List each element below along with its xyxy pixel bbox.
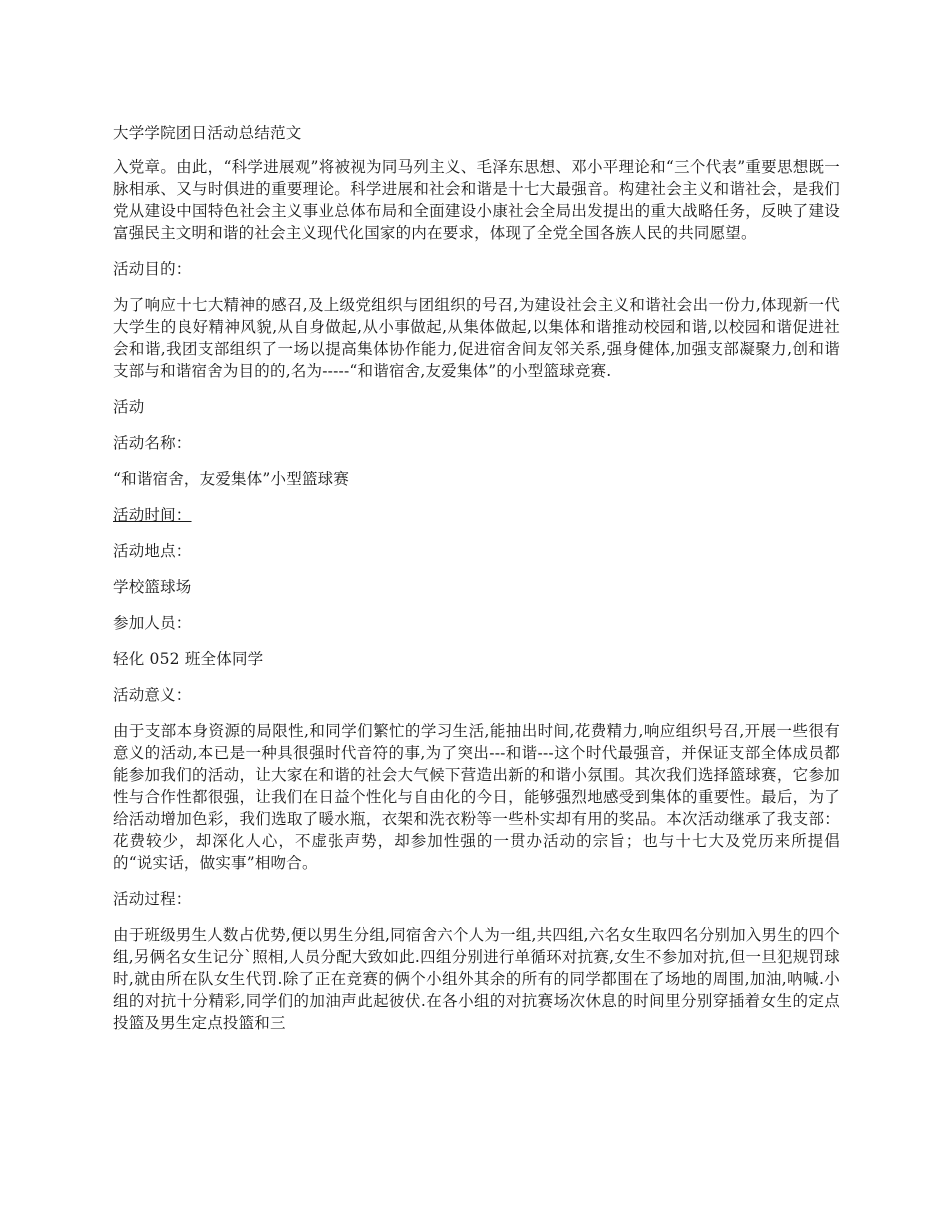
activity-time-label-text: 活动时间： [113, 506, 192, 524]
document-title: 大学学院团日活动总结范文 [113, 124, 302, 142]
meaning-label: 活动意义： [113, 686, 192, 704]
activity-location-label: 活动地点： [113, 542, 192, 560]
process-paragraph: 由于班级男生人数占优势,便以男生分组,同宿舍六个人为一组,共四组,六名女生取四名分别加入男生的四个组,另俩名女生记分`照相,人员分配大致如此.四组分别进行单循环对抗赛,女生不参加对抗,但一旦犯规罚球时,就由所在队女生代罚.除了正在竞赛的俩个小组外其余的所有的同学都围在了场地的周围,加油,呐喊.小组的对抗十分精彩,同学们的加油声此起彼伏.在各小组的对抗赛场次休息的时间里分别穿插着女生的定点投篮及男生定点投篮和三 [113, 926, 841, 1032]
meaning-paragraph: 由于支部本身资源的局限性,和同学们繁忙的学习生活,能抽出时间,花费精力,响应组织号召,开展一些很有意义的活动,本已是一种具很强时代音符的事,为了突出---和谐---这个时代最强音，并保证支部全体成员都能参加我们的活动，让大家在和谐的社会大气候下营造出新的和谐小氛围。其次我们选择篮球赛，它参加性与合作性都很强，让我们在日益个性化与自由化的今日，能够强烈地感受到集体的重要性。最后，为了给活动增加色彩，我们选取了暖水瓶，衣架和洗衣粉等一些朴实却有用的奖品。本次活动继承了我支部：花费较少，却深化人心，不虚张声势，却参加性强的一贯办活动的宗旨；也与十七大及党历来所提倡的“说实话，做实事”相吻合。 [113, 722, 840, 872]
intro-paragraph: 入党章。由此，“科学进展观”将被视为同马列主义、毛泽东思想、邓小平理论和“三个代表”重要思想既一脉相承、又与时俱进的重要理论。科学进展和社会和谐是十七大最强音。构建社会主义和谐社会，是我们党从建设中国特色社会主义事业总体布局和全面建设小康社会全局出发提出的重大战略任务，反映了建设富强民主文明和谐的社会主义现代化国家的内在要求，体现了全党全国各族人民的共同愿望。 [113, 158, 840, 242]
process-label: 活动过程： [113, 890, 192, 908]
activity-label: 活动 [113, 398, 145, 416]
activity-name-label: 活动名称： [113, 434, 192, 452]
document-page [113, 122, 840, 1034]
participants-value: 轻化 052 班全体同学 [113, 650, 264, 668]
activity-location-value: 学校篮球场 [113, 578, 192, 596]
purpose-paragraph: 为了响应十七大精神的感召,及上级党组织与团组织的号召,为建设社会主义和谐社会出一份力,体现新一代大学生的良好精神风貌,从自身做起,从小事做起,从集体做起,以集体和谐推动校园和谐,以校园和谐促进社会和谐,我团支部组织了一场以提高集体协作能力,促进宿舍间友邻关系,强身健体,加强支部凝聚力,创和谐支部与和谐宿舍为目的的,名为-----“和谐宿舍,友爱集体”的小型篮球竞赛. [113, 296, 840, 380]
purpose-label: 活动目的： [113, 260, 192, 278]
participants-label: 参加人员： [113, 614, 192, 632]
activity-name-value: “和谐宿舍，友爱集体”小型篮球赛 [113, 470, 350, 488]
activity-time-label [113, 504, 840, 526]
